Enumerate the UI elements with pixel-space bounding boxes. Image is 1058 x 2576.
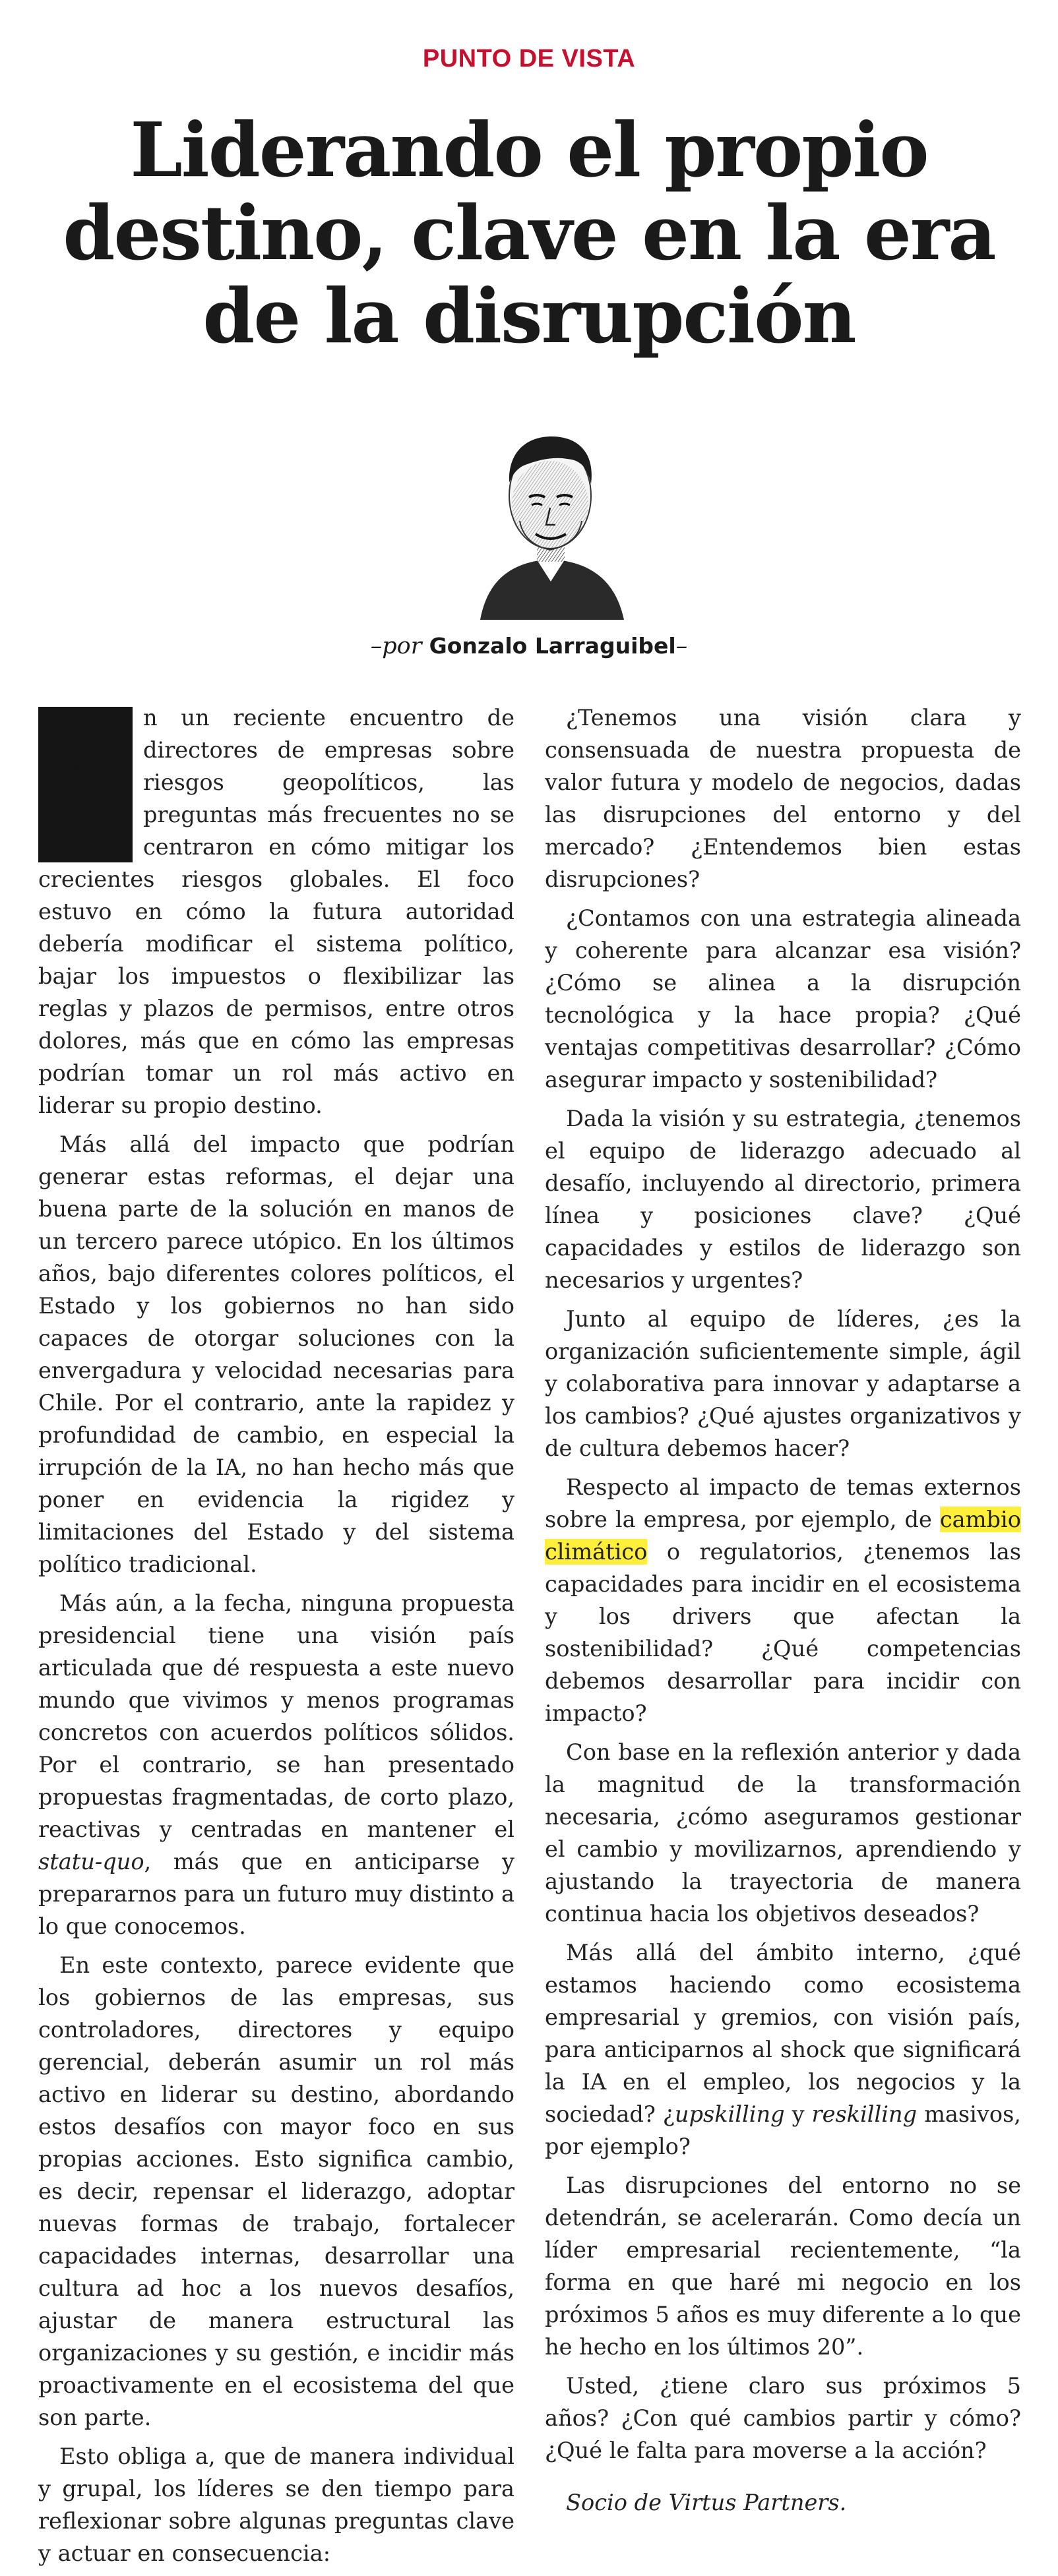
question-paragraph [545,1471,1021,1729]
question-paragraph: Dada la visión y su estrategia, ¿tenemos el equipo de liderazgo adecuado al desafío, incluyendo al directorio, primera línea y posiciones clave? ¿Qué capacidades y estilos de liderazgo son necesarios y urgentes? [545,1106,1021,1293]
question-paragraph: ¿Tenemos una visión clara y consensuada de nuestra propuesta de valor futura y modelo de negocios, dadas las disrupciones del entorno y del mercado? ¿Entendemos bien estas disrupciones? [545,705,1021,892]
paragraph: Esto obliga a, que de manera individual y grupal, los líderes se den tiempo para reflexionar sobre algunas preguntas clave y actuar en consecuencia: [38,2443,514,2566]
author-portrait-illustration [468,409,633,620]
byline-dash-open: – [370,633,383,659]
author-signature: Socio de Virtus Partners. [566,2490,847,2515]
paragraph-text: , más que en anticiparse y prepararnos para un futuro muy distinto a lo que conocemos. [38,1849,514,1939]
byline-dash-close: – [675,633,688,659]
paragraph-text: Respecto al impacto de temas externos sobre la empresa, por ejemplo, de [545,1474,1021,1532]
dropcap-block: E [38,707,133,862]
paragraph-text: Más allá del ámbito interno, ¿qué estamos haciendo como ecosistema empresarial y gremios, con visión país, para anticiparnos al shock que significará la IA en el empleo, los negocios y la sociedad? ¿ [545,1940,1021,2127]
paragraph-text: Más aún, a la fecha, ninguna propuesta presidencial tiene una visión país articulada que dé respuesta a este nuevo mundo que vivimos y menos programas concretos con acuerdos políticos sólidos. Por el contrario, se han presentado propuestas fragmentadas, de corto plazo, reactivas y centradas en mantener el [38,1590,514,1842]
question-paragraph: Junto al equipo de líderes, ¿es la organización suficientemente simple, ágil y colaborativa para innovar y adaptarse a los cambios? ¿Qué ajustes organizativos y de cultura debemos hacer? [545,1306,1021,1461]
author-name: Gonzalo Larraguibel [429,633,676,659]
section-label: PUNTO DE VISTA [422,45,636,73]
article-title: Liderando el propio destino, clave en la era de la disrupción [63,106,995,360]
question-paragraph: ¿Contamos con una estrategia alineada y coherente para alcanzar esa visión? ¿Cómo se alinea a la disrupción tecnológica y la hace propia? ¿Qué ventajas competitivas desarrollar? ¿Cómo asegurar impacto y sostenibilidad? [545,905,1021,1093]
paragraph [38,1587,514,1942]
italic-term: reskilling [811,2101,918,2127]
paragraph-text: n un reciente encuentro de directores de empresas sobre riesgos geopolíticos, las preguntas más frecuentes no se centraron en cómo mitigar los crecientes riesgos globales. El foco estuvo en cómo la futura autoridad debería modificar el sistema político, bajar los impuestos o flexibilizar las reglas y plazos de permisos, entre otros dolores, más que en cómo las empresas podrían tomar un rol más activo en liderar su propio destino. [38,705,514,1118]
paragraph: En este contexto, parece evidente que los gobiernos de las empresas, sus controladores, directores y equipo gerencial, deberán asumir un rol más activo en liderar su destino, abordando estos desafíos con mayor foco en sus propias acciones. Esto significa cambio, es decir, repensar el liderazgo, adoptar nuevas formas de trabajo, fortalecer capacidades internas, desarrollar una cultura ad hoc a los nuevos desafíos, ajustar de manera estructural las organizaciones y su gestión, e incidir más proactivamente en el ecosistema del que son parte. [38,1952,514,2430]
paragraph-text: masivos, por ejemplo? [545,2101,1021,2159]
paragraph-text: y [784,2101,812,2127]
section-kicker [0,45,1058,73]
italic-term: upskilling [674,2101,785,2127]
italic-term: statu-quo [38,1849,144,1874]
question-paragraph [545,1936,1021,2163]
right-column [545,702,1021,2525]
paragraph: Más allá del impacto que podrían generar estas reformas, el dejar una buena parte de la solución en manos de un tercero parece utópico. En los últimos años, bajo diferentes colores políticos, el Estado y los gobiernos no han sido capaces de otorgar soluciones con la envergadura y velocidad necesarias para Chile. Por el contrario, ante la rapidez y profundidad de cambio, en especial la irrupción de la IA, no han hecho más que poner en evidencia la rigidez y limitaciones del Estado y del sistema político tradicional. [38,1131,514,1577]
paragraph [38,702,514,1122]
paragraph: Las disrupciones del entorno no se detendrán, se acelerarán. Como decía un líder empresarial recientemente, “la forma en que haré mi negocio en los próximos 5 años es muy diferente a lo que he hecho en los últimos 20”. [545,2172,1021,2360]
question-paragraph: Con base en la reflexión anterior y dada la magnitud de la transformación necesaria, ¿cómo aseguramos gestionar el cambio y movilizarnos, aprendiendo y ajustando la trayectoria de manera continua hacia los objetivos deseados? [545,1739,1021,1927]
highlighted-term: cambio climático [545,1507,1021,1565]
byline-prefix: por [382,633,422,659]
left-column [38,702,514,2576]
paragraph-text: o regulatorios, ¿tenemos las capacidades para incidir en el ecosistema y los drivers que afectan la sostenibilidad? ¿Qué competencias debemos desarrollar para incidir con impacto? [545,1539,1021,1726]
byline [0,633,1058,659]
paragraph: Usted, ¿tiene claro sus próximos 5 años? ¿Con qué cambios partir y cómo? ¿Qué le falta para moverse a la acción? [545,2373,1021,2463]
